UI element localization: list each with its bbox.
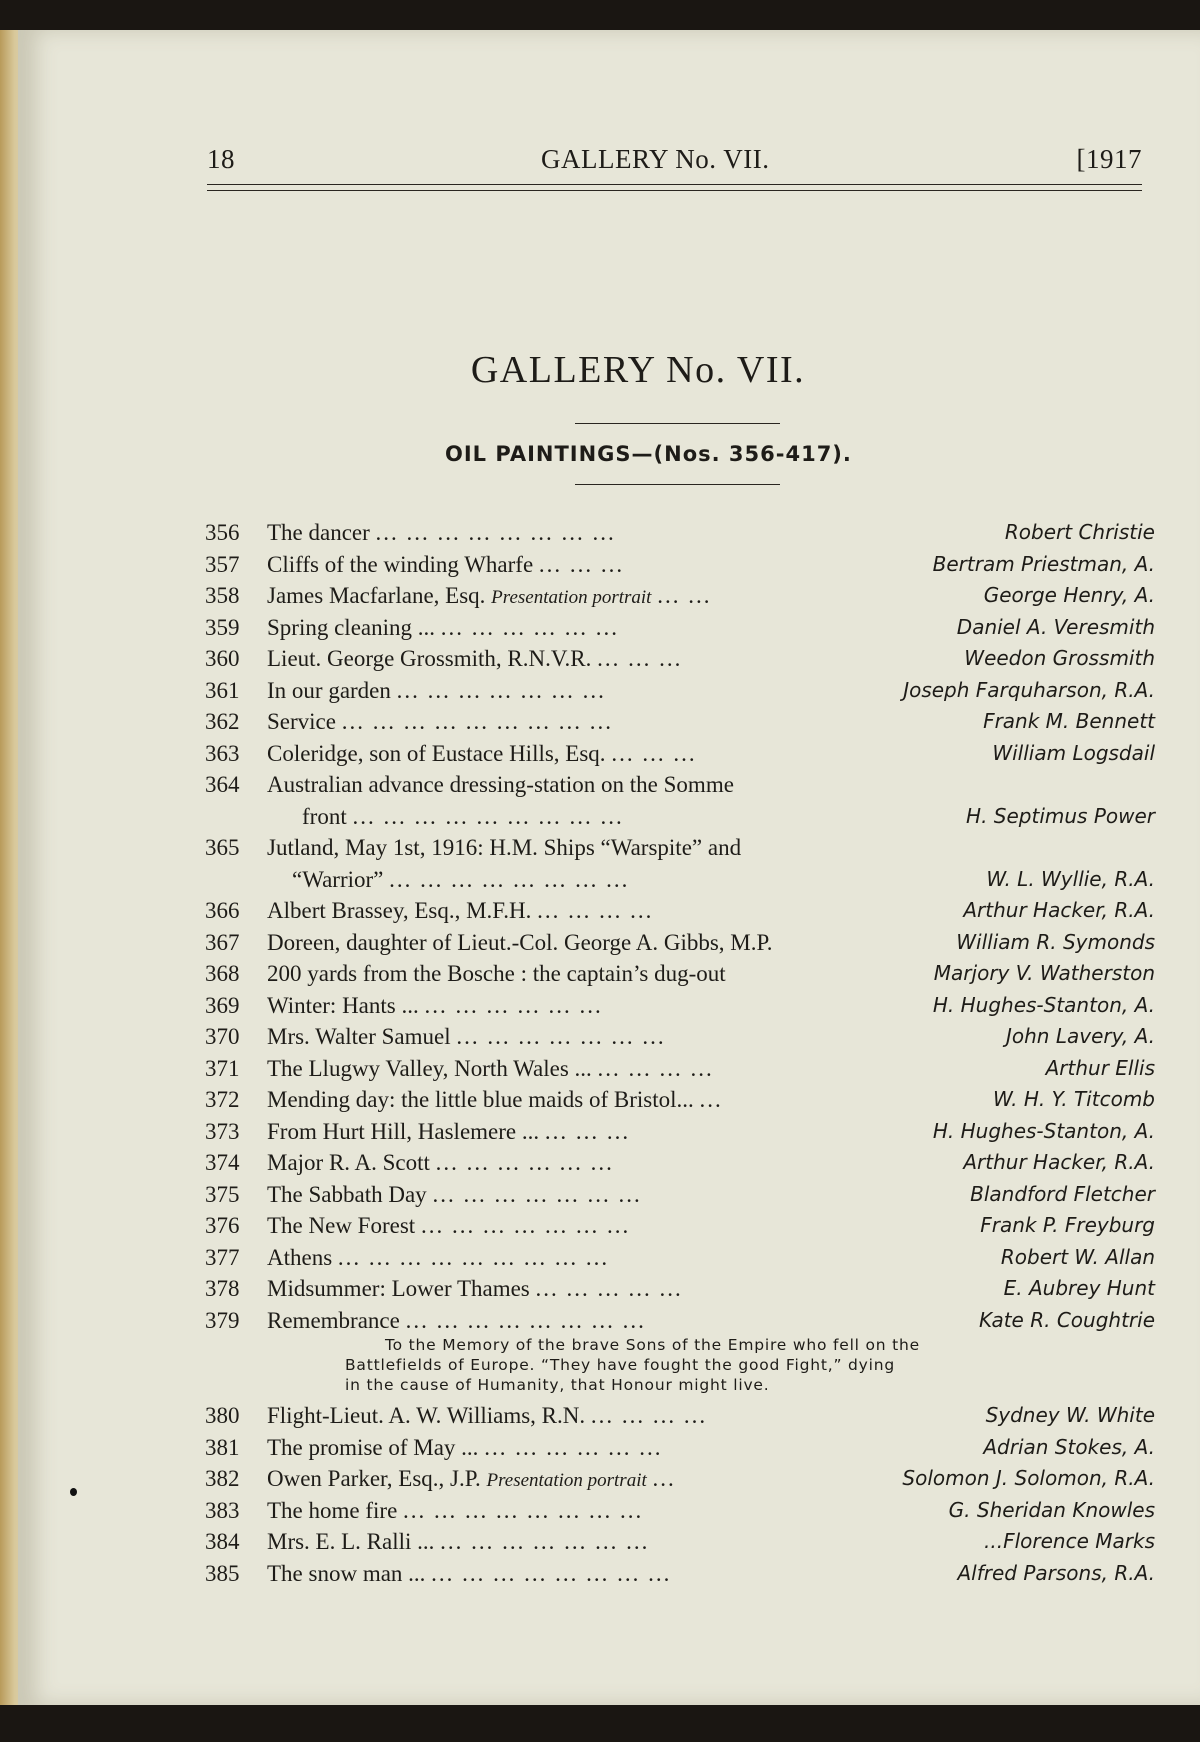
- leader-dots: ...: [652, 1466, 676, 1491]
- entry-title: Coleridge, son of Eustace Hills, Esq. ... ... ...: [267, 740, 697, 766]
- entry-artist: H. Hughes-Stanton, A.: [932, 1118, 1155, 1143]
- entry-artist: Arthur Ellis: [1045, 1055, 1155, 1080]
- entry-title: Flight-Lieut. A. W. Williams, R.N. ... ... ... ...: [267, 1403, 708, 1428]
- entry-title: The Llugwy Valley, North Wales ... ... ... ... ...: [267, 1055, 714, 1081]
- leader-dots: ... ... ... ... ... ... ... ...: [431, 1560, 672, 1586]
- running-year: [1917: [1076, 144, 1142, 174]
- leader-dots: ... ... ... ...: [597, 1055, 714, 1081]
- leader-dots: ... ... ...: [611, 740, 697, 766]
- entry-title: Midsummer: Lower Thames ... ... ... ... ...: [267, 1276, 683, 1301]
- catalogue-entry: [205, 835, 1155, 865]
- entry-title: Remembrance ... ... ... ... ... ... ... ...: [267, 1307, 646, 1333]
- catalogue-entry: [205, 961, 1155, 991]
- leader-dots: ... ... ... ... ... ... ...: [456, 1024, 666, 1049]
- entry-number: 367: [205, 929, 240, 955]
- leader-dots: ... ... ... ... ... ... ... ... ...: [352, 803, 624, 829]
- entry-number: 384: [205, 1529, 240, 1554]
- catalogue-entry: [205, 1024, 1155, 1054]
- entry-number: 360: [205, 646, 240, 671]
- leader-dots: ... ... ... ... ... ... ... ...: [375, 520, 616, 545]
- entry-title: Winter: Hants ... ... ... ... ... ... ...: [267, 992, 603, 1018]
- entry-artist: Blandford Fletcher: [970, 1181, 1155, 1206]
- entry-title: 200 yards from the Bosche : the captain’s dug-out: [267, 961, 726, 986]
- entry-title: The dancer ... ... ... ... ... ... ... ...: [267, 520, 616, 545]
- entry-title: Owen Parker, Esq., J.P. Presentation portrait ...: [267, 1466, 676, 1491]
- entry-number: 385: [205, 1560, 240, 1586]
- leader-dots: ... ... ... ... ... ... ...: [420, 1213, 631, 1238]
- catalogue-entry: [205, 1466, 1155, 1496]
- entry-number: 374: [205, 1150, 240, 1175]
- entry-number: 380: [205, 1403, 240, 1428]
- remembrance-note-line: To the Memory of the brave Sons of the Empire who fell on the: [385, 1336, 920, 1354]
- entry-artist: George Henry, A.: [983, 583, 1155, 607]
- entry-number: 371: [205, 1055, 240, 1081]
- entry-number: 379: [205, 1307, 240, 1333]
- entry-artist: Bertram Priestman, A.: [932, 551, 1155, 576]
- entry-title: Doreen, daughter of Lieut.-Col. George A. Gibbs, M.P.: [267, 929, 773, 955]
- leader-dots: ... ... ... ...: [537, 898, 654, 923]
- entry-artist: Sydney W. White: [985, 1403, 1155, 1427]
- entry-title: Mrs. Walter Samuel ... ... ... ... ... ... ...: [267, 1024, 666, 1049]
- entry-title: In our garden ... ... ... ... ... ... ...: [267, 677, 606, 703]
- entry-number: 358: [205, 583, 240, 608]
- entry-title: Mrs. E. L. Ralli ... ... ... ... ... ... ... ...: [267, 1529, 650, 1554]
- entry-artist: Frank P. Freyburg: [980, 1213, 1155, 1237]
- remembrance-note-line: in the cause of Humanity, that Honour might live.: [345, 1376, 770, 1394]
- entry-artist: Robert W. Allan: [1000, 1244, 1155, 1269]
- entry-number: 377: [205, 1244, 240, 1270]
- entry-artist: G. Sheridan Knowles: [948, 1497, 1155, 1522]
- leader-dots: ... ... ...: [597, 646, 683, 671]
- leader-dots: ... ... ... ... ... ... ...: [432, 1181, 642, 1207]
- entry-title: Athens ... ... ... ... ... ... ... ... ...: [267, 1244, 610, 1270]
- catalogue-entry: [205, 646, 1155, 676]
- catalogue-entry: [205, 993, 1155, 1023]
- entry-artist: Arthur Hacker, R.A.: [963, 898, 1155, 922]
- leader-dots: ... ... ...: [544, 1118, 631, 1144]
- entry-artist: Frank M. Bennett: [983, 709, 1155, 733]
- remembrance-note-line: Battlefields of Europe. “They have fought the good Fight,” dying: [345, 1356, 895, 1374]
- entry-number: 357: [205, 551, 240, 577]
- leader-dots: ... ... ... ... ... ... ...: [440, 1529, 650, 1554]
- entry-artist: Weedon Grossmith: [964, 646, 1155, 670]
- entry-title: James Macfarlane, Esq. Presentation portrait ... ...: [267, 583, 712, 608]
- entry-number: 382: [205, 1466, 240, 1491]
- leader-dots: ... ... ... ... ...: [535, 1276, 683, 1301]
- entry-artist: William Logsdail: [992, 740, 1155, 765]
- entry-title: Jutland, May 1st, 1916: H.M. Ships “Warspite” and: [267, 835, 742, 860]
- entry-artist: W. H. Y. Titcomb: [993, 1087, 1155, 1111]
- catalogue-entry: [205, 552, 1155, 582]
- entry-artist: W. L. Wyllie, R.A.: [986, 866, 1155, 891]
- entry-title: The snow man ... ... ... ... ... ... ... ... ...: [267, 1560, 672, 1586]
- entry-title: Australian advance dressing-station on the Somme: [267, 772, 734, 797]
- leader-dots: ... ... ... ... ... ...: [435, 1150, 614, 1175]
- entry-title: Service ... ... ... ... ... ... ... ... ...: [267, 709, 613, 734]
- entry-artist: Alfred Parsons, R.A.: [957, 1560, 1155, 1585]
- entry-number: 364: [205, 772, 240, 797]
- entry-number: 362: [205, 709, 240, 734]
- leader-dots: ... ... ... ... ... ... ... ...: [403, 1497, 644, 1523]
- entry-artist: H. Hughes-Stanton, A.: [932, 992, 1155, 1017]
- entry-number: 381: [205, 1434, 240, 1460]
- remembrance-note: [345, 1335, 1045, 1395]
- entry-number: 383: [205, 1497, 240, 1523]
- catalogue-entry: [205, 898, 1155, 928]
- entry-artist: William R. Symonds: [956, 929, 1155, 954]
- leader-dots: ... ... ... ... ... ... ... ... ...: [337, 1244, 610, 1270]
- entry-number: 365: [205, 835, 240, 860]
- leader-dots: ...: [699, 1087, 723, 1112]
- catalogue-entry: [205, 930, 1155, 960]
- catalogue-entry: [205, 1276, 1155, 1306]
- entry-artist: Marjory V. Watherston: [933, 961, 1155, 985]
- leader-dots: ... ... ... ... ... ...: [440, 614, 619, 640]
- catalogue-entry: [205, 1056, 1155, 1086]
- entry-title: Major R. A. Scott ... ... ... ... ... ...: [267, 1150, 614, 1175]
- catalogue-entry: [205, 678, 1155, 708]
- entry-artist: Robert Christie: [1004, 520, 1155, 544]
- catalogue-entry: [205, 583, 1155, 613]
- catalogue-entry: [205, 1435, 1155, 1465]
- catalogue-entry: [205, 1403, 1155, 1433]
- page-number: 18: [207, 144, 235, 174]
- catalogue-entry: [205, 1561, 1155, 1591]
- entry-artist: Arthur Hacker, R.A.: [963, 1150, 1155, 1174]
- running-title: GALLERY No. VII.: [541, 144, 770, 174]
- catalogue-entry: [205, 772, 1155, 802]
- leader-dots: ... ... ... ... ... ... ... ...: [389, 866, 630, 892]
- entry-number: 356: [205, 520, 240, 545]
- entry-title: Lieut. George Grossmith, R.N.V.R. ... ... ...: [267, 646, 683, 671]
- entry-artist: E. Aubrey Hunt: [1003, 1276, 1155, 1300]
- catalogue-entry: [205, 1308, 1155, 1338]
- catalogue-entry: [205, 1087, 1155, 1117]
- entry-note: Presentation portrait: [486, 1470, 647, 1491]
- leader-dots: ... ... ... ...: [590, 1403, 708, 1428]
- ink-mark: [70, 1488, 77, 1496]
- catalogue-entry: [205, 1529, 1155, 1559]
- entry-number: 372: [205, 1087, 240, 1112]
- entry-title: The New Forest ... ... ... ... ... ... ...: [267, 1213, 631, 1238]
- entry-title: Cliffs of the winding Wharfe ... ... ...: [267, 551, 625, 577]
- catalogue-entry: [205, 615, 1155, 645]
- entry-artist: Solomon J. Solomon, R.A.: [902, 1466, 1155, 1490]
- leader-dots: ... ... ... ... ... ...: [484, 1434, 663, 1460]
- catalogue-entry: [205, 520, 1155, 550]
- entry-artist: Kate R. Coughtrie: [979, 1307, 1155, 1332]
- entry-artist: Daniel A. Veresmith: [956, 614, 1155, 639]
- entry-title: From Hurt Hill, Haslemere ... ... ... ...: [267, 1118, 631, 1144]
- entry-number: 359: [205, 614, 240, 640]
- catalogue-entry: [205, 1150, 1155, 1180]
- entry-artist: Adrian Stokes, A.: [983, 1434, 1155, 1459]
- catalogue-entry: [205, 1182, 1155, 1212]
- entry-note: Presentation portrait: [491, 587, 652, 608]
- leader-dots: ... ... ... ... ... ... ... ...: [405, 1307, 646, 1333]
- leader-dots: ... ... ... ... ... ... ...: [396, 677, 606, 703]
- entry-number: 370: [205, 1024, 240, 1049]
- entry-number: 368: [205, 961, 240, 986]
- leader-dots: ... ... ...: [538, 551, 625, 577]
- catalogue-entry-continuation: [205, 804, 1155, 834]
- entry-title: The promise of May ... ... ... ... ... ... ...: [267, 1434, 663, 1460]
- catalogue-entry: [205, 741, 1155, 771]
- entry-artist: H. Septimus Power: [966, 803, 1155, 828]
- catalogue-entry: [205, 1119, 1155, 1149]
- entry-title-continuation: “Warrior” ... ... ... ... ... ... ... ...: [292, 866, 630, 892]
- entry-number: 378: [205, 1276, 240, 1301]
- entry-number: 373: [205, 1118, 240, 1144]
- entry-number: 361: [205, 677, 240, 703]
- entry-number: 366: [205, 898, 240, 923]
- leader-dots: ... ...: [657, 583, 712, 608]
- section-heading: OIL PAINTINGS—(Nos. 356-417).: [445, 442, 852, 466]
- entry-title: Spring cleaning ... ... ... ... ... ... ...: [267, 614, 619, 640]
- leader-dots: ... ... ... ... ... ... ... ... ...: [341, 709, 613, 734]
- entry-title: The home fire ... ... ... ... ... ... ... ...: [267, 1497, 644, 1523]
- catalogue-entry: [205, 1245, 1155, 1275]
- entry-artist: John Lavery, A.: [1005, 1024, 1155, 1048]
- entry-title-continuation: front ... ... ... ... ... ... ... ... ...: [302, 803, 624, 829]
- gallery-title: GALLERY No. VII.: [470, 349, 806, 391]
- catalogue-entry-continuation: [205, 867, 1155, 897]
- leader-dots: ... ... ... ... ... ...: [424, 992, 603, 1018]
- entry-artist: Joseph Farquharson, R.A.: [903, 677, 1155, 702]
- entry-title: The Sabbath Day ... ... ... ... ... ... ...: [267, 1181, 642, 1207]
- catalogue-entry: [205, 1213, 1155, 1243]
- entry-number: 363: [205, 740, 240, 766]
- entry-number: 375: [205, 1181, 240, 1207]
- entry-number: 369: [205, 992, 240, 1018]
- catalogue-entry: [205, 709, 1155, 739]
- entry-artist: ...Florence Marks: [984, 1529, 1155, 1553]
- catalogue-entry: [205, 1498, 1155, 1528]
- entry-title: Mending day: the little blue maids of Bristol... ...: [267, 1087, 723, 1112]
- entry-number: 376: [205, 1213, 240, 1238]
- entry-title: Albert Brassey, Esq., M.F.H. ... ... ... ...: [267, 898, 654, 923]
